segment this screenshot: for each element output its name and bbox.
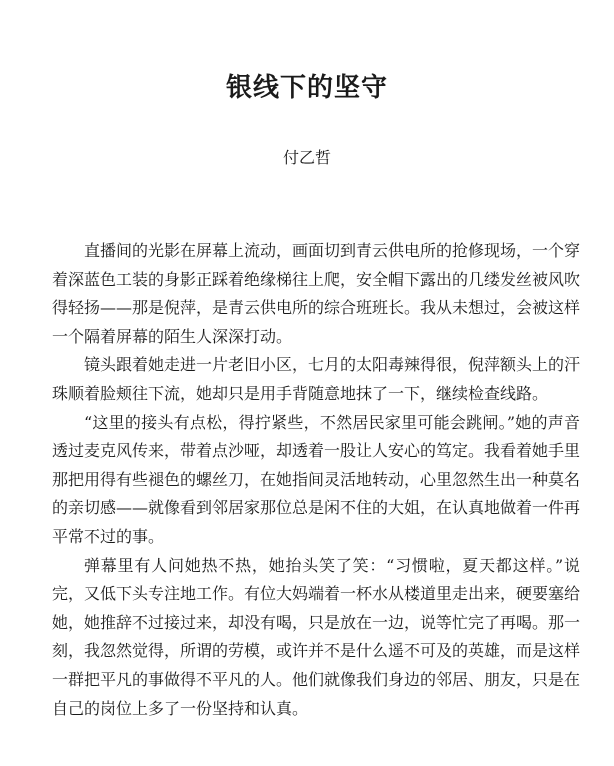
article-title: 银线下的坚守 xyxy=(225,73,388,103)
article-paragraph-2: 镜头跟着她走进一片老旧小区，七月的太阳毒辣得很，倪萍额头上的汗珠顺着脸颊往下流，她却只是用手背随意地抹了一下，继续检查线路。 xyxy=(52,355,581,403)
article-author: 付乙哲 xyxy=(282,148,331,167)
article-body xyxy=(52,237,580,723)
article-paragraph-1: 直播间的光影在屏幕上流动，画面切到青云供电所的抢修现场，一个穿着深蓝色工装的身影正踩着绝缘梯往上爬，安全帽下露出的几缕发丝被风吹得轻扬——那是倪萍，是青云供电所的综合班班长。我从未想过，会被这样一个隔着屏幕的陌生人深深打动。 xyxy=(52,241,581,346)
article-paragraph-4: 弹幕里有人问她热不热，她抬头笑了笑：“习惯啦，夏天都这样。”说完，又低下头专注地工作。有位大妈端着一杯水从楼道里走出来，硬要塞给她，她推辞不过接过来，却没有喝，只是放在一边，说等忙完了再喝。那一刻，我忽然觉得，所谓的劳模，或许并不是什么遥不可及的英雄，而是这样一群把平凡的事做得不平凡的人。他们就像我们身边的邻居、朋友，只是在自己的岗位上多了一份坚持和认真。 xyxy=(52,555,581,718)
article-paragraph-3: “这里的接头有点松，得拧紧些，不然居民家里可能会跳闸。”她的声音透过麦克风传来，带着点沙哑，却透着一股让人安心的笃定。我看着她手里那把用得有些褪色的螺丝刀，在她指间灵活地转动，心里忽然生出一种莫名的亲切感——就像看到邻居家那位总是闲不住的大姐，在认真地做着一件再平常不过的事。 xyxy=(52,412,581,546)
